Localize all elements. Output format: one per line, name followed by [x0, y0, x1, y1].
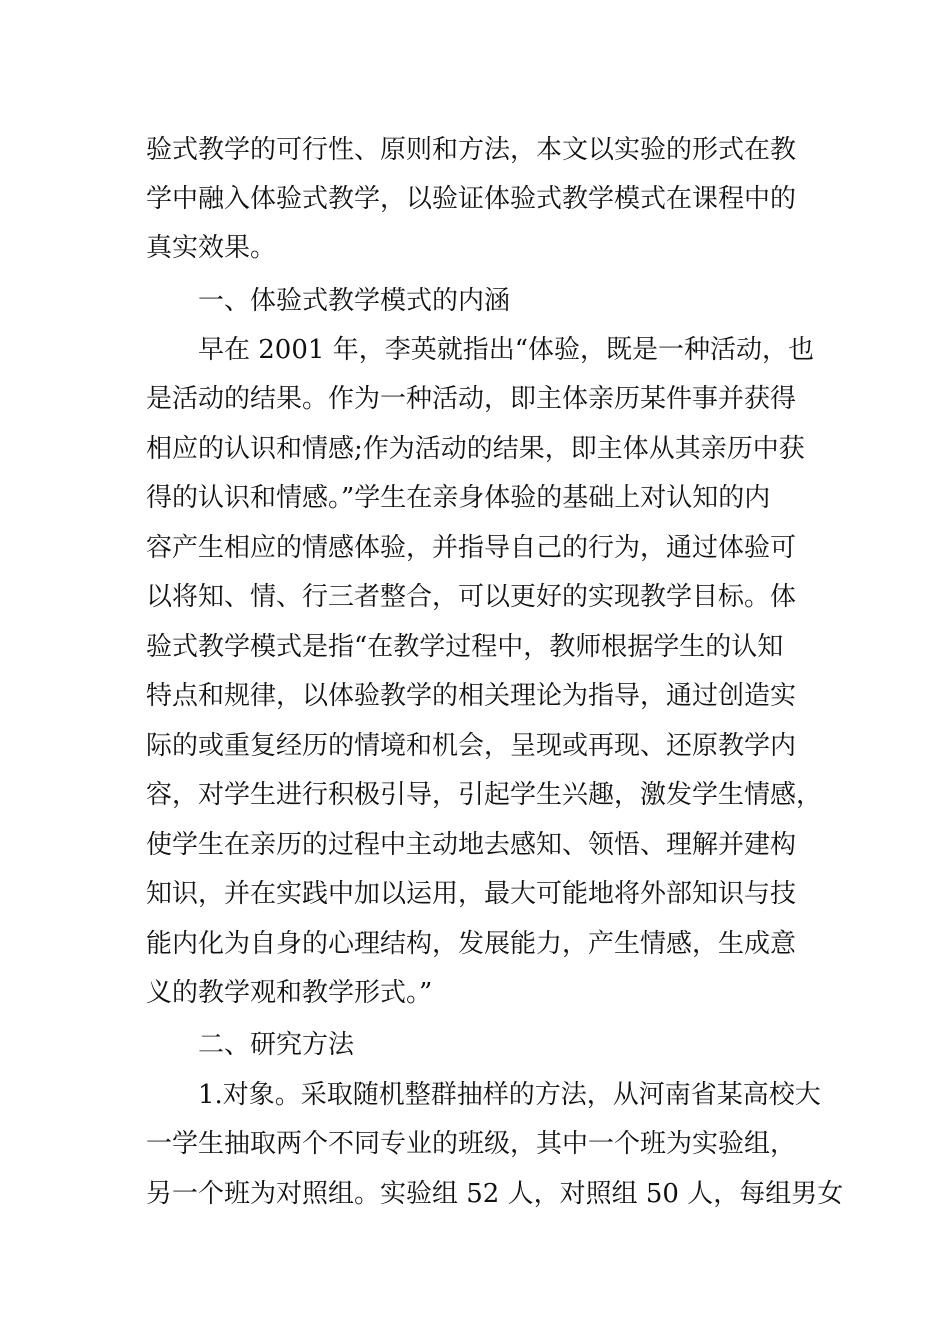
paragraph-line: 验式教学的可行性、原则和方法，本文以实验的形式在教 — [146, 135, 797, 165]
paragraph-line: 知识，并在实践中加以运用，最大可能地将外部知识与技 — [146, 879, 797, 909]
paragraph-line: 1.对象。采取随机整群抽样的方法，从河南省某高校大 — [198, 1080, 821, 1110]
paragraph-line: 容产生相应的情感体验，并指导自己的行为，通过体验可 — [146, 533, 797, 563]
paragraph-line: 际的或重复经历的情境和机会，呈现或再现、还原教学内 — [146, 731, 797, 761]
paragraph-line: 是活动的结果。作为一种活动，即主体亲历某件事并获得 — [146, 384, 797, 414]
paragraph-line: 早在 2001 年，李英就指出“体验，既是一种活动，也 — [198, 335, 814, 365]
paragraph-line: 特点和规律，以体验教学的相关理论为指导，通过创造实 — [146, 681, 797, 711]
paragraph-line: 另一个班为对照组。实验组 52 人，对照组 50 人，每组男女 — [146, 1179, 844, 1209]
paragraph-line: 相应的认识和情感;作为活动的结果，即主体从其亲历中获 — [146, 434, 805, 464]
paragraph-line: 以将知、情、行三者整合，可以更好的实现教学目标。体 — [146, 582, 797, 612]
paragraph-line: 验式教学模式是指“在教学过程中，教师根据学生的认知 — [146, 632, 784, 662]
paragraph-line: 能内化为自身的心理结构，发展能力，产生情感，生成意 — [146, 929, 797, 959]
paragraph-line: 义的教学观和教学形式。” — [146, 978, 433, 1008]
section-heading: 二、研究方法 — [198, 1030, 355, 1060]
section-heading: 一、体验式教学模式的内涵 — [198, 286, 511, 316]
paragraph-line: 得的认识和情感。”学生在亲身体验的基础上对认知的内 — [146, 483, 771, 513]
paragraph-line: 一学生抽取两个不同专业的班级，其中一个班为实验组， — [146, 1129, 797, 1159]
paragraph-line: 使学生在亲历的过程中主动地去感知、领悟、理解并建构 — [146, 830, 797, 860]
paragraph-line: 学中融入体验式教学，以验证体验式教学模式在课程中的 — [146, 184, 797, 214]
paragraph-line: 真实效果。 — [146, 233, 277, 263]
paragraph-line: 容，对学生进行积极引导，引起学生兴趣，激发学生情感， — [146, 780, 823, 810]
